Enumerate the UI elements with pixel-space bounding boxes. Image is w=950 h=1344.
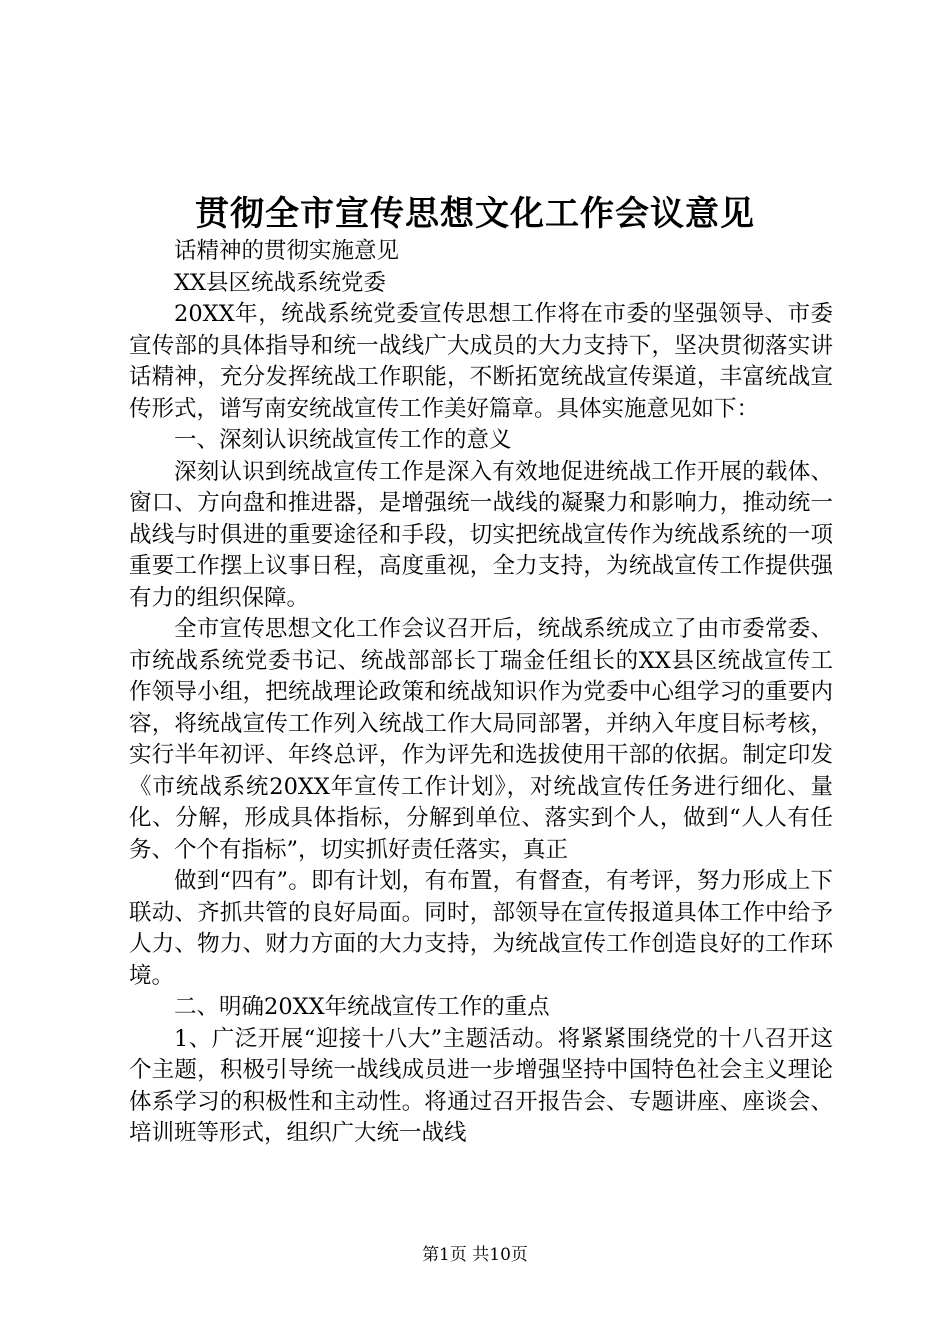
- document-body: [129, 236, 833, 1150]
- paragraph-four-haves: 做到“四有”。即有计划，有布置，有督查，有考评，努力形成上下联动、齐抓共管的良好局面。同时，部领导在宣传报道具体工作中给予人力、物力、财力方面的大力支持，为统战宣传工作创造良好的工作环境。: [129, 868, 833, 989]
- paragraph-author: XX县区统战系统党委: [174, 269, 387, 296]
- section-heading-1: 一、深刻认识统战宣传工作的意义: [174, 427, 512, 453]
- page-number-footer: 第1页 共10页: [422, 1245, 528, 1265]
- paragraph-organization: 全市宣传思想文化工作会议召开后，统战系统成立了由市委常委、市统战系统党委书记、统战部部长丁瑞金任组长的XX县区统战宣传工作领导小组，把统战理论政策和统战知识作为党委中心组学习的重要内容，将统战宣传工作列入统战工作大局同部署，并纳入年度目标考核，实行半年初评、年终总评，作为评先和选拔使用干部的依据。制定印发《市统战系统20XX年宣传工作计划》，对统战宣传任务进行细化、量化、分解，形成具体指标，分解到单位、落实到个人，做到“人人有任务、个个有指标”，切实抓好责任落实，真正: [129, 616, 833, 863]
- section-heading-2: 二、明确20XX年统战宣传工作的重点: [174, 994, 550, 1020]
- paragraph-intro: 20XX年，统战系统党委宣传思想工作将在市委的坚强领导、市委宣传部的具体指导和统一战线广大成员的大力支持下，坚决贯彻落实讲话精神，充分发挥统战工作职能，不断拓宽统战宣传渠道，丰富统战宣传形式，谱写南安统战宣传工作美好篇章。具体实施意见如下：: [129, 301, 833, 422]
- paragraph-item-1: 1、广泛开展“迎接十八大”主题活动。将紧紧围绕党的十八召开这个主题，积极引导统一战线成员进一步增强坚持中国特色社会主义理论体系学习的积极性和主动性。将通过召开报告会、专题讲座、座谈会、培训班等形式，组织广大统一战线: [129, 1025, 833, 1146]
- paragraph-subtitle: 话精神的贯彻实施意见: [174, 238, 400, 264]
- document-title: 贯彻全市宣传思想文化工作会议意见: [195, 194, 755, 234]
- paragraph-significance: 深刻认识到统战宣传工作是深入有效地促进统战工作开展的载体、窗口、方向盘和推进器，是增强统一战线的凝聚力和影响力，推动统一战线与时俱进的重要途径和手段，切实把统战宣传作为统战系统的一项重要工作摆上议事日程，高度重视，全力支持，为统战宣传工作提供强有力的组织保障。: [129, 458, 833, 611]
